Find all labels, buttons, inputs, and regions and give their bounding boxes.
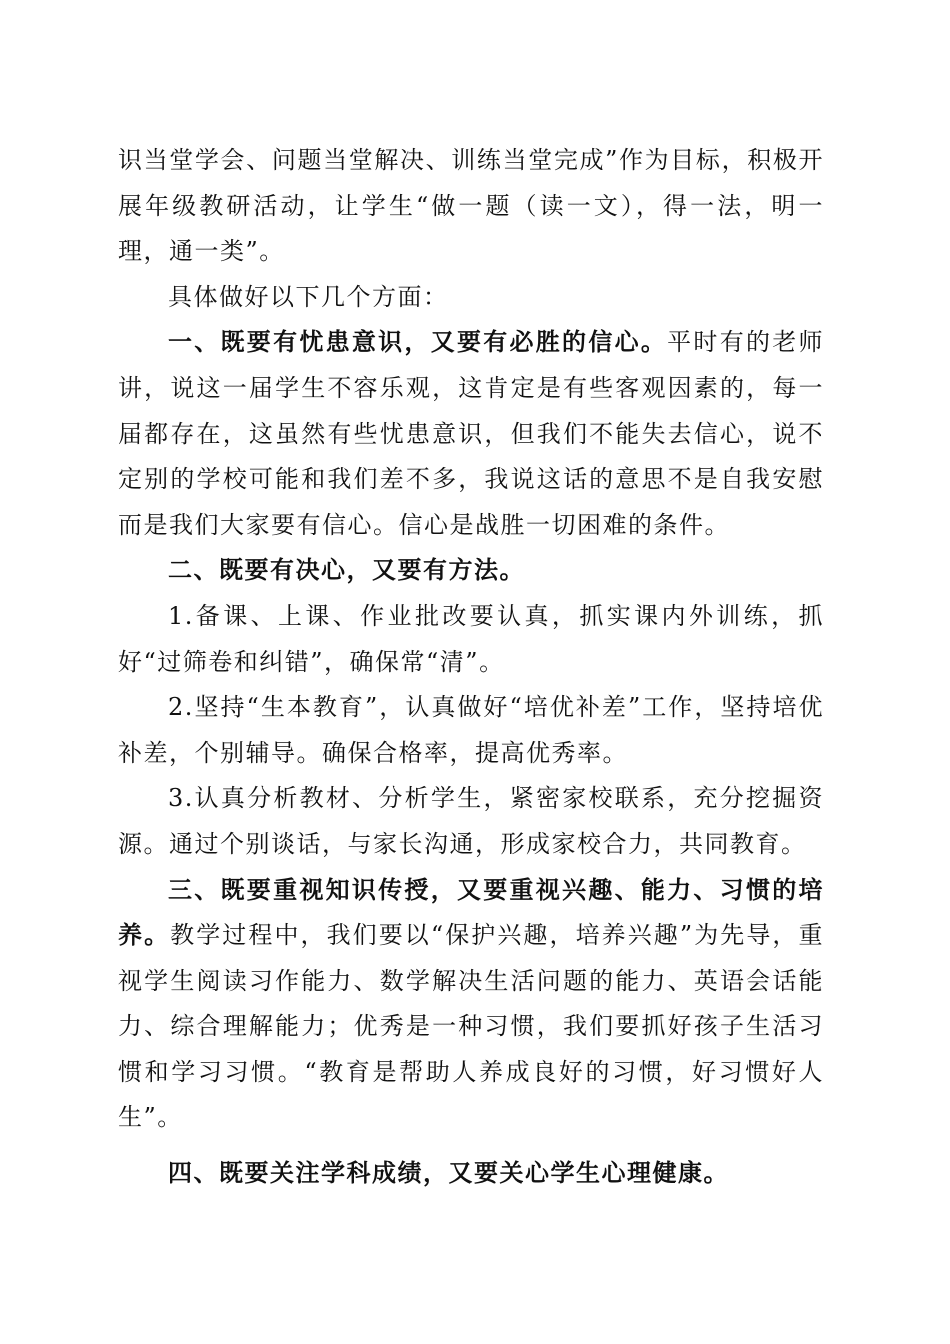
section-1-paragraph bbox=[118, 320, 824, 548]
section-1-heading: 一、既要有忧患意识，又要有必胜的信心。 bbox=[168, 328, 668, 357]
section-1-body: 平时有的老师讲，说这一届学生不容乐观，这肯定是有些客观因素的，每一届都存在，这虽然有些忧患意识，但我们不能失去信心，说不定别的学校可能和我们差不多，我说这话的意思不是自我安慰而是我们大家要有信心。信心是战胜一切困难的条件。 bbox=[118, 328, 825, 539]
section-3-paragraph bbox=[118, 868, 824, 1142]
document-body bbox=[118, 138, 824, 1197]
section-2-heading: 二、既要有决心，又要有方法。 bbox=[168, 556, 525, 585]
section-2-item-3: 3.认真分析教材、分析学生，紧密家校联系，充分挖掘资源。通过个别谈话，与家长沟通，形成家校合力，共同教育。 bbox=[118, 784, 824, 858]
section-2-item-2: 2.坚持“生本教育”，认真做好“培优补差”工作，坚持培优补差，个别辅导。确保合格率，提高优秀率。 bbox=[118, 693, 824, 767]
aspects-intro-paragraph: 具体做好以下几个方面： bbox=[168, 282, 449, 311]
section-3-heading: 三、既要重视知识传授，又要重视兴趣、能力、习惯的培养。 bbox=[118, 875, 824, 950]
section-2-item-1: 1.备课、上课、作业批改要认真，抓实课内外训练，抓好“过筛卷和纠错”，确保常“清”。 bbox=[118, 601, 824, 676]
section-4-heading: 四、既要关注学科成绩，又要关心学生心理健康。 bbox=[168, 1159, 729, 1188]
intro-continuation-paragraph: 识当堂学会、问题当堂解决、训练当堂完成”作为目标，积极开展年级教研活动，让学生“做一题（读一文），得一法，明一理，通一类”。 bbox=[118, 146, 824, 266]
section-3-body: 教学过程中，我们要以“保护兴趣，培养兴趣”为先导，重视学生阅读习作能力、数学解决生活问题的能力、英语会话能力、综合理解能力；优秀是一种习惯，我们要抓好孩子生活习惯和学习习惯。“教育是帮助人养成良好的习惯，好习惯好人生”。 bbox=[118, 921, 825, 1132]
